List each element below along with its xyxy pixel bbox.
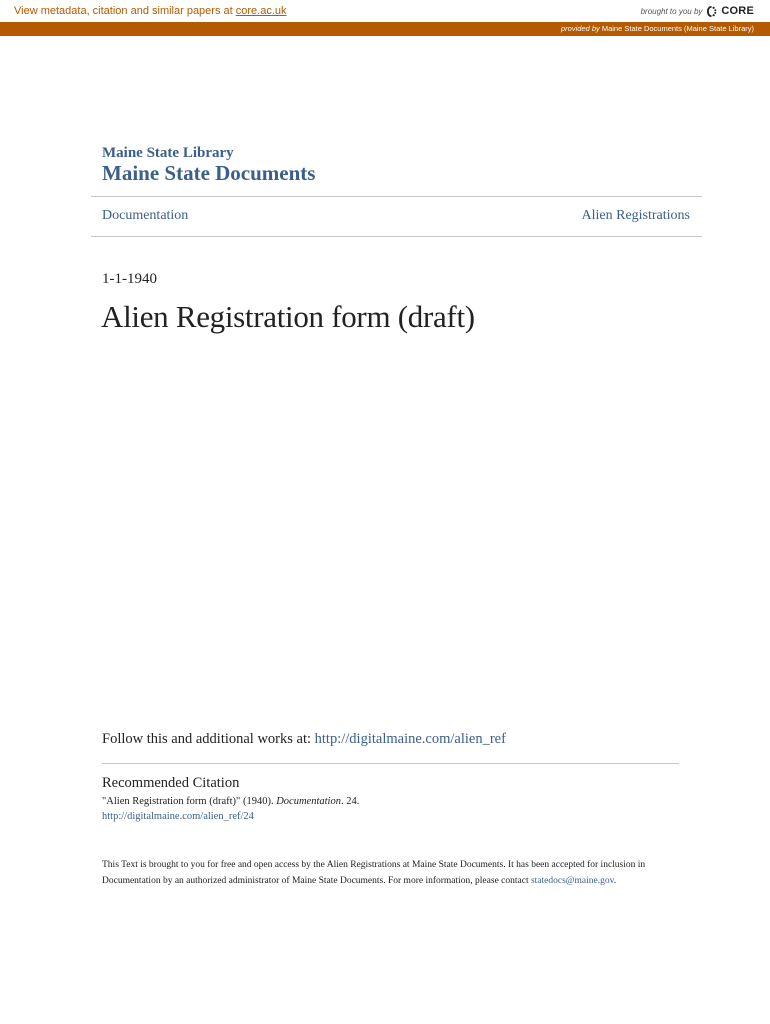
citation-prefix: "Alien Registration form (draft)" (1940). <box>102 796 277 807</box>
provided-by-value: Maine State Documents (Maine State Library) <box>599 24 754 33</box>
collection-name[interactable]: Maine State Documents <box>102 161 316 185</box>
citation-link[interactable]: http://digitalmaine.com/alien_ref/24 <box>102 811 254 822</box>
divider <box>102 763 679 764</box>
core-provided-by <box>561 24 754 33</box>
core-link[interactable]: core.ac.uk <box>235 5 287 17</box>
nav-link-alien-registrations[interactable]: Alien Registrations <box>581 208 690 223</box>
nav-link-documentation[interactable]: Documentation <box>102 208 189 223</box>
brought-text: brought to you by <box>640 6 703 16</box>
core-brought-by[interactable] <box>641 3 754 19</box>
document-title: Alien Registration form (draft) <box>101 299 475 334</box>
citation-heading: Recommended Citation <box>102 775 240 791</box>
follow-link[interactable]: http://digitalmaine.com/alien_ref <box>314 731 506 747</box>
library-name[interactable]: Maine State Library <box>102 145 234 161</box>
provided-by-label: provided by <box>560 24 600 33</box>
core-banner <box>0 0 770 22</box>
citation-text <box>102 796 359 807</box>
document-date: 1-1-1940 <box>102 271 157 287</box>
citation-suffix: . 24. <box>340 796 360 807</box>
core-brand: CORE <box>721 5 754 17</box>
citation-series: Documentation <box>276 796 341 807</box>
contact-email-link[interactable]: statedocs@maine.gov <box>530 876 614 886</box>
notice-end: . <box>613 876 617 886</box>
core-metadata-text: View metadata, citation and similar papers at <box>14 5 236 17</box>
divider <box>91 236 702 237</box>
core-provider-bar <box>0 22 770 36</box>
notice-text: This Text is brought to you for free and open access by the Alien Registrations at Maine State Documents. It has been accepted for inclusion in Documentation by an authorized administrator of Maine State Documents. For more information, please contact <box>102 860 646 886</box>
core-logo-icon <box>706 5 717 18</box>
follow-line <box>102 731 506 748</box>
follow-text: Follow this and additional works at: <box>102 731 315 747</box>
access-notice <box>102 857 662 889</box>
core-metadata-line <box>14 5 287 17</box>
divider <box>91 196 702 197</box>
